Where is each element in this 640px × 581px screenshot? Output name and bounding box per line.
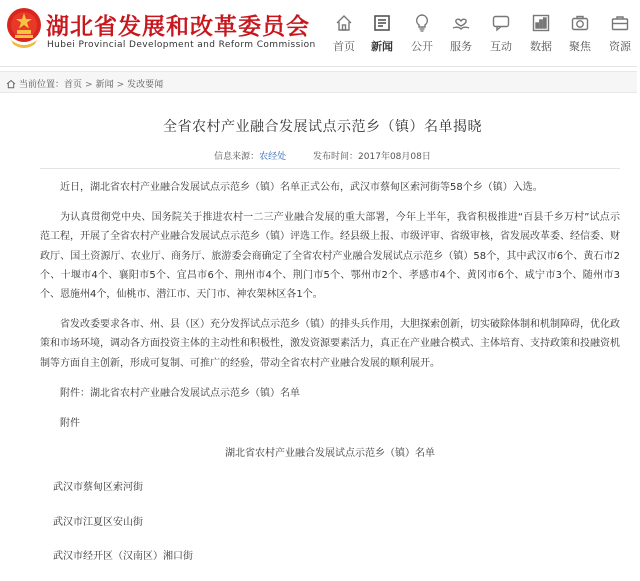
news-icon [372,13,392,33]
meta-divider [40,168,620,169]
header-divider [0,66,637,67]
article-body [40,178,620,581]
nav-item-service[interactable] [441,10,481,56]
nav-item-interaction[interactable] [481,10,521,56]
paragraph: 为认真贯彻党中央、国务院关于推进农村一二三产业融合发展的重大部署，今年上半年，我省积极推进“百县千乡万村”试点示范工程，开展了全省农村产业融合发展试点示范乡（镇）评选工作。经县级上报、市级评审、省级审核，省发展改革委、经信委、财政厅、国土资源厅、农业厅、商务厅、旅游委会商确定了全省农村产业融合发展试点示范乡（镇）58个，其中武汉市6个、黄石市2个、十堰市4个、襄阳市5个、宜昌市6个、荆州市4个、荆门市5个、鄂州市2个、孝感市4个、黄冈市6个、咸宁市3个、随州市3个、恩施州4个，仙桃市、潜江市、天门市、神农架林区各1个。 [40,212,620,301]
list-item: 武汉市经开区（汉南区）湘口街 [53,550,193,562]
article-meta [8,149,637,162]
camera-icon [570,13,590,33]
national-emblem-icon [5,6,43,50]
briefcase-icon [610,13,630,33]
list-item: 武汉市蔡甸区索河街 [53,482,143,494]
nav-item-home[interactable] [324,10,364,56]
nav-label-data: 数据 [530,40,552,53]
main-nav [324,10,637,56]
nav-label-home: 首页 [333,40,355,53]
site-subtitle: Hubei Provincial Development and Reform Commission [47,40,316,50]
source-label: 信息来源： [214,152,260,162]
nav-label-service: 服务 [450,40,472,53]
breadcrumb-separator: > [85,80,93,90]
source-link[interactable]: 农经处 [259,152,287,162]
list-title: 湖北省农村产业融合发展试点示范乡（镇）名单 [225,448,435,460]
chat-icon [491,13,511,33]
breadcrumb-separator: > [116,80,125,90]
site-header [0,0,637,66]
date-label: 发布时间： [313,152,359,162]
nav-label-focus: 聚焦 [569,40,591,53]
nav-item-focus[interactable] [560,10,600,56]
article-container [8,94,637,562]
heart-hand-icon [451,13,471,33]
publish-date: 2017年08月08日 [358,152,431,162]
breadcrumb [0,71,637,93]
paragraph: 近日，湖北省农村产业融合发展试点示范乡（镇）名单正式公布，武汉市蔡甸区索河街等58个乡（镇）入选。 [60,182,543,193]
nav-label-interaction: 互动 [490,40,512,53]
nav-label-news: 新闻 [371,40,393,53]
breadcrumb-current[interactable]: 发改要闻 [127,80,164,90]
article-title: 全省农村产业融合发展试点示范乡（镇）名单揭晓 [163,119,482,135]
attachment-link[interactable]: 附件：湖北省农村产业融合发展试点示范乡（镇）名单 [60,387,300,399]
lightbulb-icon [412,13,432,33]
nav-item-data[interactable] [521,10,561,56]
breadcrumb-home[interactable]: 首页 [64,80,83,90]
nav-item-resources[interactable] [600,10,640,56]
paragraph: 省发改委要求各市、州、县（区）充分发挥试点示范乡（镇）的排头兵作用，大胆探索创新，切实破除体制和机制障碍，优化政策和市场环境，调动各方面投资主体的主动性和积极性，激发资源要素活力，真正在产业融合模式、主体培育、支持政策和投融资机制等方面自主创新，形成可复制、可推广的经验，带动全省农村产业融合发展的顺利展开。 [40,319,620,369]
breadcrumb-news[interactable]: 新闻 [95,80,114,90]
nav-item-news[interactable] [362,10,402,56]
chart-icon [531,13,551,33]
site-title: 湖北省发展和改革委员会 [46,14,310,40]
list-item: 武汉市江夏区安山街 [53,516,143,528]
nav-label-public: 公开 [411,40,433,53]
breadcrumb-prefix: 当前位置： [19,80,65,90]
home-icon [334,13,354,33]
nav-item-public[interactable] [402,10,442,56]
attachment-heading: 附件 [60,418,80,430]
location-home-icon [6,79,16,89]
nav-label-resources: 资源 [609,40,631,53]
